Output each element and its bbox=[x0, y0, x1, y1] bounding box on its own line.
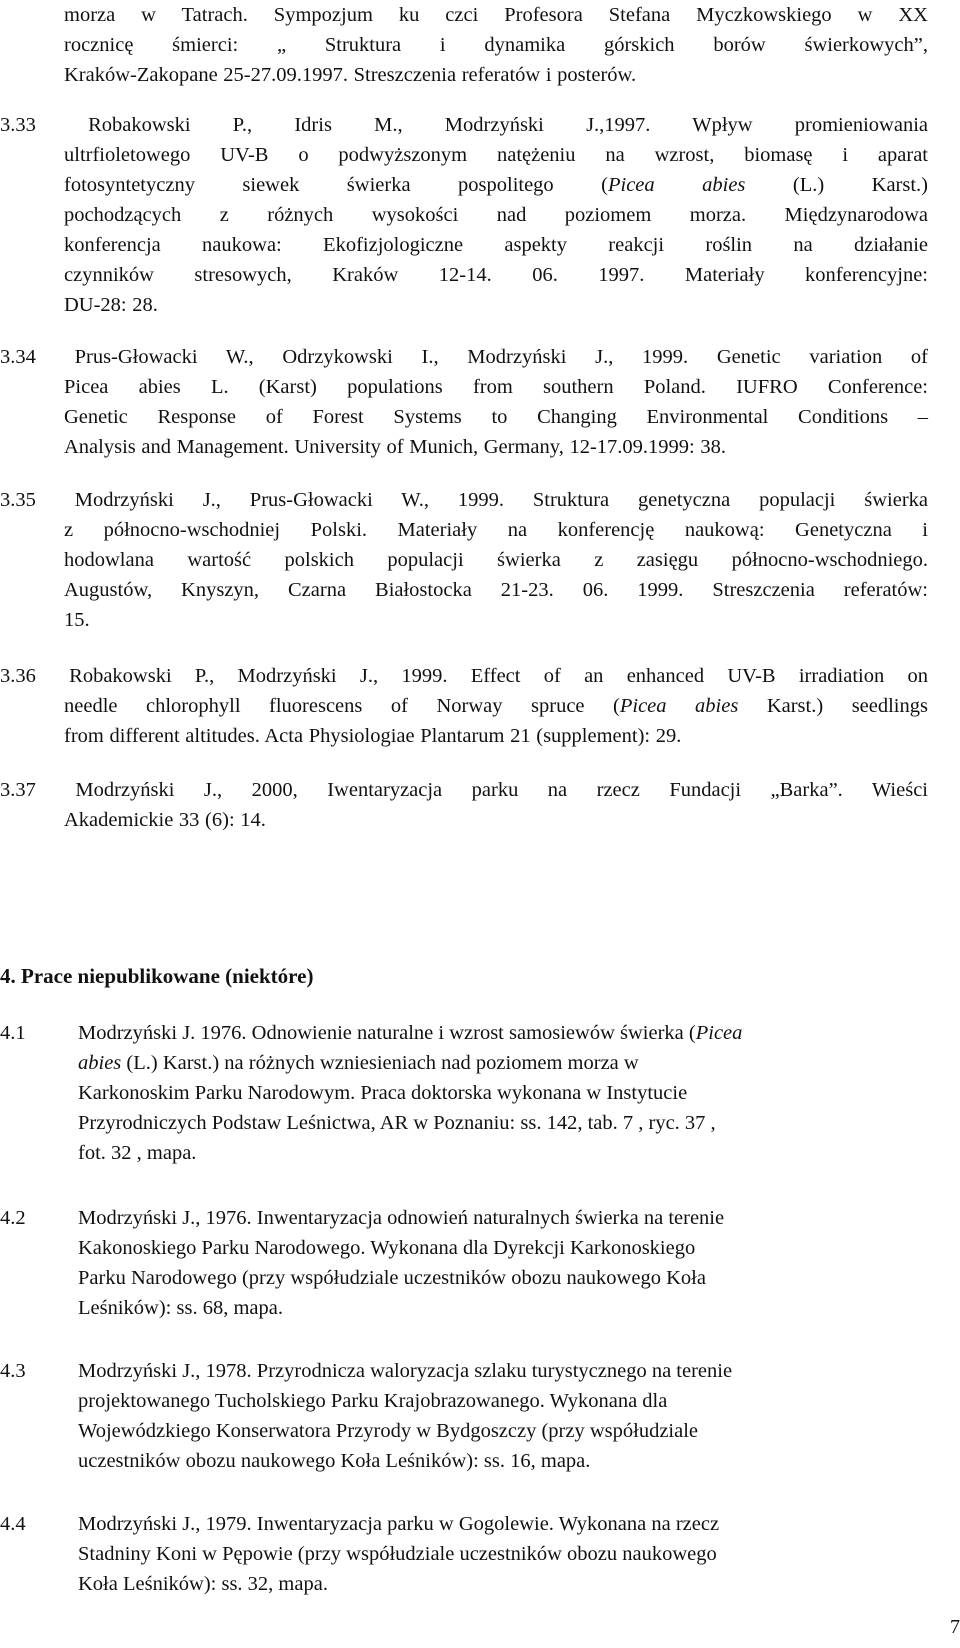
reference-line: Augustów, Knyszyn, Czarna Białostocka 21-23. 06. 1999. Streszczenia referatów: bbox=[64, 579, 928, 601]
reference-body bbox=[64, 515, 928, 635]
reference-number: 3.37 bbox=[0, 779, 36, 801]
species-name: Picea bbox=[695, 1022, 743, 1044]
item-line: Modrzyński J., 1976. Inwentaryzacja odnowień naturalnych świerka na terenie bbox=[78, 1207, 725, 1229]
reference-body bbox=[64, 140, 928, 320]
reference-line: Prus-Głowacki W., Odrzykowski I., Modrzyński J., 1999. Genetic variation of bbox=[74, 346, 928, 368]
reference-body bbox=[64, 372, 928, 462]
item-line: Modrzyński J. 1976. Odnowienie naturalne i wzrost samosiewów świerka ( bbox=[78, 1022, 696, 1044]
reference-line: (L.) Karst.) bbox=[745, 174, 928, 196]
item-line: Karkonoskim Parku Narodowym. Praca doktorska wykonana w Instytucie bbox=[78, 1082, 688, 1104]
item-line: uczestników obozu naukowego Koła Leśników): ss. 16, mapa. bbox=[78, 1450, 591, 1472]
reference-entry bbox=[0, 342, 928, 372]
species-name: Picea abies bbox=[619, 695, 739, 717]
reference-line: pochodzących z różnych wysokości nad poziomem morza. Międzynarodowa bbox=[64, 204, 928, 226]
unpublished-item bbox=[0, 1018, 928, 1168]
reference-line: Kraków-Zakopane 25-27.09.1997. Streszczenia referatów i posterów. bbox=[64, 64, 637, 86]
reference-line: morza w Tatrach. Sympozjum ku czci Profesora Stefana Myczkowskiego w XX bbox=[64, 4, 928, 26]
unpublished-item bbox=[0, 1203, 928, 1323]
reference-line: needle chlorophyll fluorescens of Norway spruce ( bbox=[64, 695, 620, 717]
reference-line: Analysis and Management. University of Munich, Germany, 12-17.09.1999: 38. bbox=[64, 436, 726, 458]
reference-entry bbox=[0, 661, 928, 691]
reference-number: 3.35 bbox=[0, 489, 36, 511]
reference-number: 3.34 bbox=[0, 346, 36, 368]
reference-line: from different altitudes. Acta Physiologiae Plantarum 21 (supplement): 29. bbox=[64, 725, 682, 747]
reference-line: Robakowski P., Idris M., Modrzyński J.,1997. Wpływ promieniowania bbox=[88, 114, 928, 136]
reference-line: czynników stresowych, Kraków 12-14. 06. 1997. Materiały konferencyjne: bbox=[64, 264, 928, 286]
item-line: Leśników): ss. 68, mapa. bbox=[78, 1297, 283, 1319]
unpublished-item bbox=[0, 1356, 928, 1476]
item-line: Modrzyński J., 1978. Przyrodnicza waloryzacja szlaku turystycznego na terenie bbox=[78, 1360, 733, 1382]
unpublished-item bbox=[0, 1509, 928, 1599]
reference-line: Modrzyński J., 2000, Iwentaryzacja parku na rzecz Fundacji „Barka”. Wieści bbox=[75, 779, 929, 801]
reference-line: 15. bbox=[64, 609, 90, 631]
reference-line: z północno-wschodniej Polski. Materiały na konferencję naukową: Genetyczna i bbox=[64, 519, 928, 541]
reference-line: Akademickie 33 (6): 14. bbox=[64, 809, 266, 831]
item-line: Kakonoskiego Parku Narodowego. Wykonana dla Dyrekcji Karkonoskiego bbox=[78, 1237, 696, 1259]
reference-line: konferencja naukowa: Ekofizjologiczne aspekty reakcji roślin na działanie bbox=[64, 234, 928, 256]
item-line: Parku Narodowego (przy współudziale uczestników obozu naukowego Koła bbox=[78, 1267, 706, 1289]
item-line: Przyrodniczych Podstaw Leśnictwa, AR w Poznaniu: ss. 142, tab. 7 , ryc. 37 , bbox=[78, 1112, 716, 1134]
item-line: Modrzyński J., 1979. Inwentaryzacja parku w Gogolewie. Wykonana na rzecz bbox=[78, 1513, 720, 1535]
reference-body bbox=[64, 691, 928, 751]
reference-line: Genetic Response of Forest Systems to Changing Environmental Conditions – bbox=[64, 406, 928, 428]
item-line: Wojewódzkiego Konserwatora Przyrody w Bydgoszczy (przy współudziale bbox=[78, 1420, 699, 1442]
species-name: abies bbox=[78, 1052, 122, 1074]
reference-entry bbox=[0, 485, 928, 515]
species-name: Picea abies bbox=[607, 174, 746, 196]
reference-body bbox=[64, 805, 928, 835]
section-heading: 4. Prace niepublikowane (niektóre) bbox=[0, 964, 314, 988]
item-line: (L.) Karst.) na różnych wzniesieniach nad poziomem morza w bbox=[121, 1052, 639, 1074]
item-number: 4.2 bbox=[0, 1207, 26, 1229]
reference-line: Picea abies L. (Karst) populations from southern Poland. IUFRO Conference: bbox=[64, 376, 928, 398]
reference-line: Karst.) seedlings bbox=[738, 695, 928, 717]
reference-continuation bbox=[64, 0, 928, 90]
reference-line: DU-28: 28. bbox=[64, 294, 158, 316]
reference-line: Modrzyński J., Prus-Głowacki W., 1999. Struktura genetyczna populacji świerka bbox=[74, 489, 928, 511]
page-number: 7 bbox=[950, 1616, 960, 1638]
item-number: 4.4 bbox=[0, 1513, 26, 1535]
reference-line: fotosyntetyczny siewek świerka pospolitego ( bbox=[64, 174, 608, 196]
reference-number: 3.33 bbox=[0, 114, 36, 136]
item-line: Koła Leśników): ss. 32, mapa. bbox=[78, 1573, 328, 1595]
item-line: projektowanego Tucholskiego Parku Krajobrazowanego. Wykonana dla bbox=[78, 1390, 668, 1412]
reference-number: 3.36 bbox=[0, 665, 36, 687]
reference-line: hodowlana wartość polskich populacji świerka z zasięgu północno-wschodniego. bbox=[64, 549, 928, 571]
reference-line: ultrfioletowego UV-B o podwyższonym natężeniu na wzrost, biomasę i aparat bbox=[64, 144, 928, 166]
reference-line: rocznicę śmierci: „ Struktura i dynamika górskich borów świerkowych”, bbox=[64, 34, 928, 56]
item-line: fot. 32 , mapa. bbox=[78, 1142, 197, 1164]
item-line: Stadniny Koni w Pępowie (przy współudziale uczestników obozu naukowego bbox=[78, 1543, 717, 1565]
reference-entry bbox=[0, 775, 928, 805]
item-number: 4.1 bbox=[0, 1022, 26, 1044]
reference-entry bbox=[0, 110, 928, 140]
item-number: 4.3 bbox=[0, 1360, 26, 1382]
reference-line: Robakowski P., Modrzyński J., 1999. Effect of an enhanced UV-B irradiation on bbox=[69, 665, 928, 687]
